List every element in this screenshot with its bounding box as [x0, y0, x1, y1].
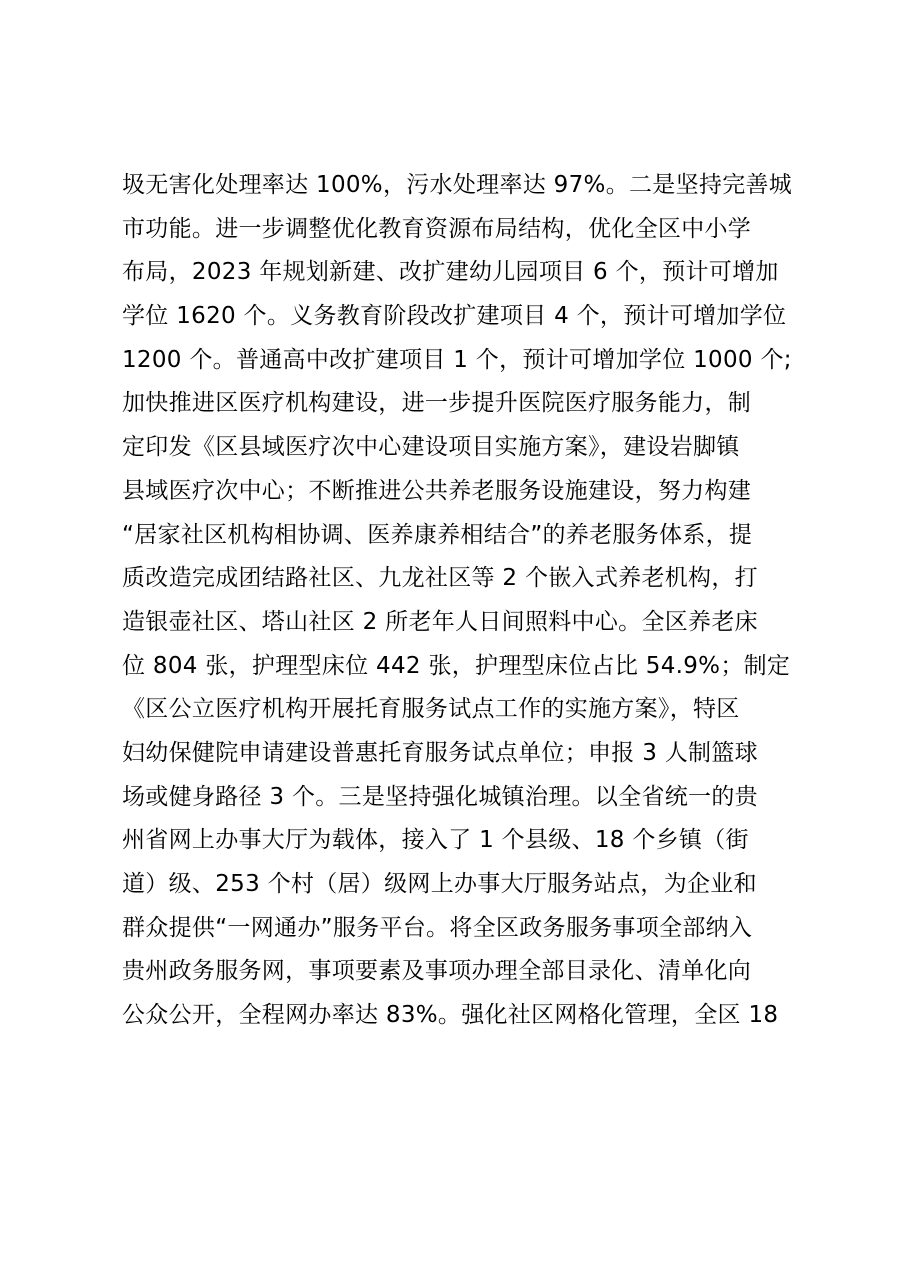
- text-line: 1200 个。普通高中改扩建项目 1 个，预计可增加学位 1000 个;: [122, 346, 792, 373]
- text-line: 市功能。进一步调整优化教育资源布局结构，优化全区中小学: [122, 215, 752, 242]
- text-line: 学位 1620 个。义务教育阶段改扩建项目 4 个，预计可增加学位: [122, 303, 787, 330]
- body-text: [122, 164, 812, 1038]
- text-line: 道）级、253 个村（居）级网上办事大厅服务站点，为企业和: [122, 871, 757, 897]
- text-line: 《区公立医疗机构开展托育服务试点工作的实施方案》，特区: [122, 696, 740, 723]
- text-line: 加快推进区医疗机构建设，进一步提升医院医疗服务能力，制: [122, 390, 752, 417]
- text-line: 场或健身路径 3 个。三是坚持强化城镇治理。以全省统一的贵: [122, 783, 758, 810]
- text-line: 群众提供“一网通办”服务平台。将全区政务服务事项全部纳入: [122, 914, 753, 941]
- text-line: 妇幼保健院申请建设普惠托育服务试点单位；申报 3 人制篮球: [122, 739, 758, 766]
- text-line: 位 804 张，护理型床位 442 张，护理型床位占比 54.9%；制定: [122, 652, 791, 679]
- text-line: 布局，2023 年规划新建、改扩建幼儿园项目 6 个，预计可增加: [122, 259, 779, 286]
- text-line: “居家社区机构相协调、医养康养相结合”的养老服务体系，提: [122, 521, 753, 548]
- text-line: 质改造完成团结路社区、九龙社区等 2 个嵌入式养老机构，打: [122, 565, 758, 592]
- text-line: 定印发《区县域医疗次中心建设项目实施方案》，建设岩脚镇: [122, 434, 740, 461]
- text-line: 州省网上办事大厅为载体，接入了 1 个县级、18 个乡镇（街: [122, 827, 749, 854]
- text-line: 公众公开，全程网办率达 83%。强化社区网格化管理，全区 18: [122, 1002, 779, 1029]
- text-line: 县域医疗次中心；不断推进公共养老服务设施建设，努力构建: [122, 477, 752, 504]
- text-line: 贵州政务服务网，事项要素及事项办理全部目录化、清单化向: [122, 958, 752, 985]
- text-line: 造银壶社区、塔山社区 2 所老年人日间照料中心。全区养老床: [122, 608, 758, 635]
- text-line: 圾无害化处理率达 100%，污水处理率达 97%。二是坚持完善城: [122, 172, 793, 198]
